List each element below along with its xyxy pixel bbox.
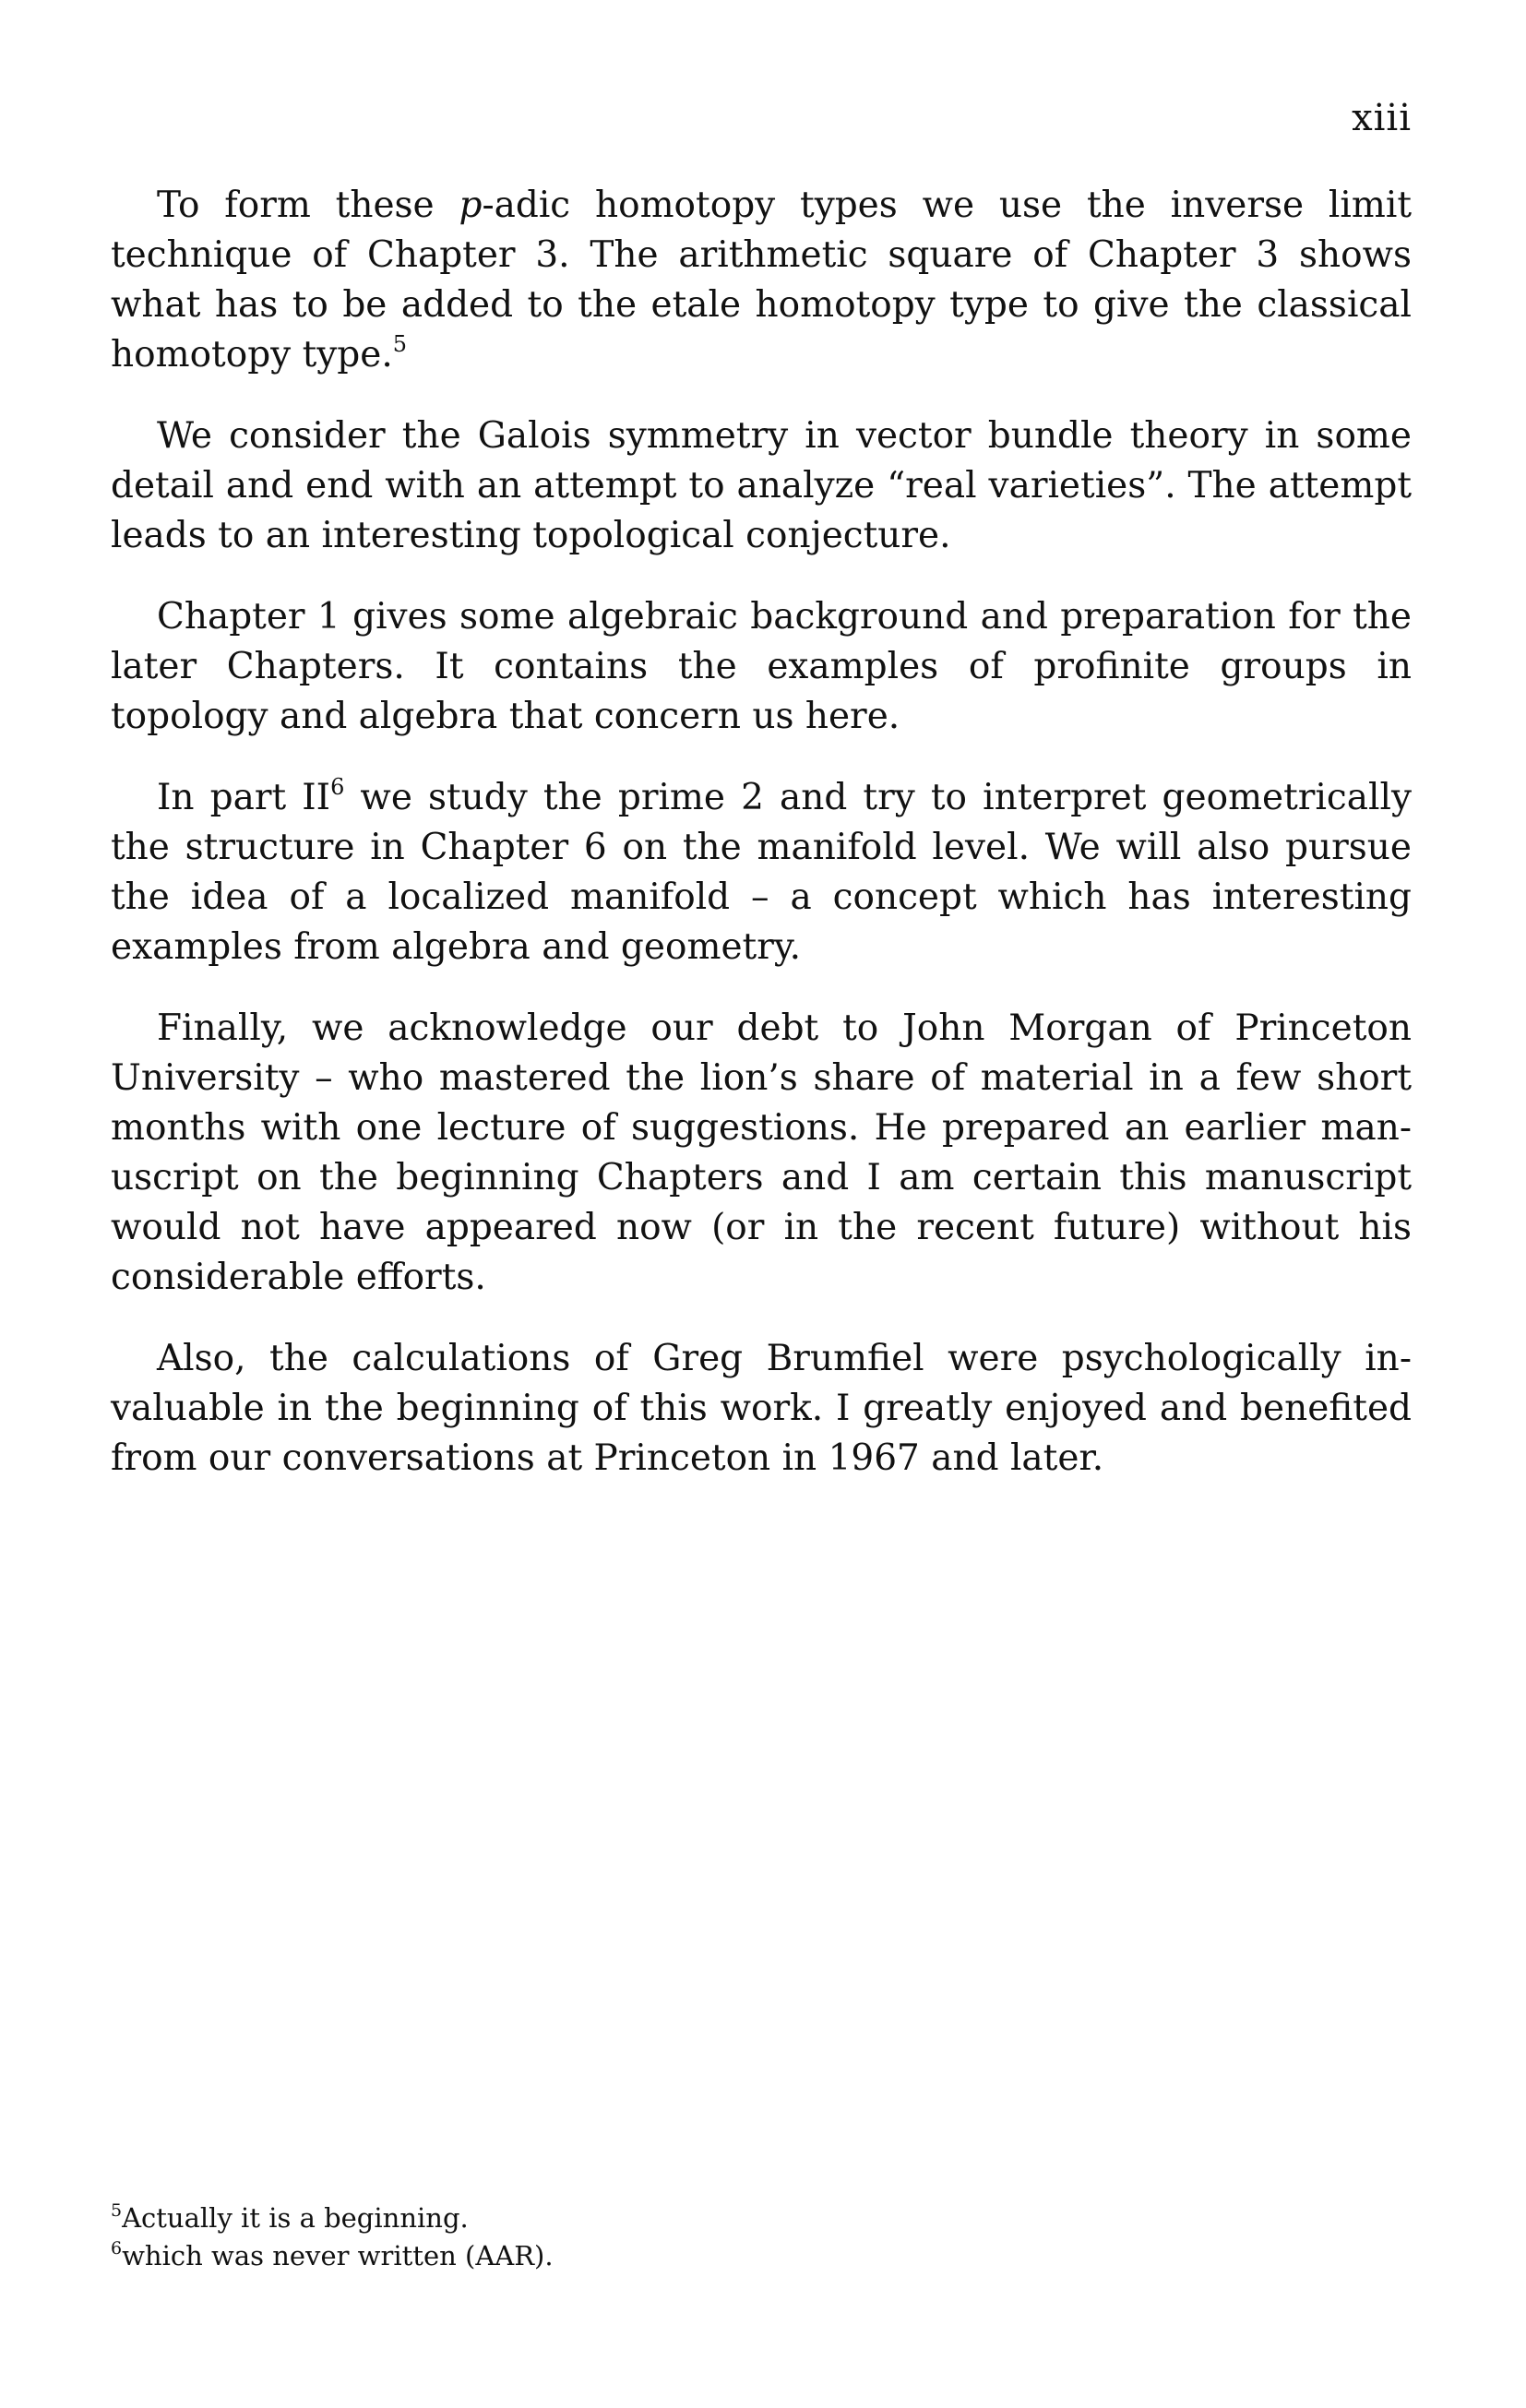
footnote-6 [111,2237,1412,2275]
paragraph-part-ii [111,773,1412,972]
body-text [111,181,1412,1515]
footnote-mark: 6 [111,2238,123,2259]
footnote-text: which was never written (AAR). [122,2240,554,2271]
page-number: xiii [1352,97,1412,139]
paragraph-text: we study the prime 2 and try to interpret geometrically the structure in Chapter 6 on the manifold level. We will also pursue the idea of a localized manifold – a concept which has interesting examples from algebra and geometry. [111,777,1412,968]
paragraph-acknowledgement-morgan: Finally, we acknowledge our debt to John Morgan of Princeton University – who mastered the lion’s share of material in a few short months with one lecture of suggestions. He prepared an earlier manuscript on the beginning Chapters and I am certain this manuscript would not have appeared now (or in the recent future) without his considerable efforts. [111,1007,1412,1298]
paragraph-galois-symmetry: We consider the Galois symmetry in vector bundle theory in some detail and end with an attempt to analyze “real varieties”. The attempt leads to an interesting topological conjecture. [111,415,1412,556]
paragraph-padic-homotopy [111,181,1412,380]
paragraph-text: In part II [157,777,331,818]
paragraph-text: To form these [157,185,459,226]
footnote-5 [111,2199,1412,2237]
footnote-ref-5: 5 [392,331,408,357]
footnote-text: Actually it is a beginning. [122,2202,469,2234]
paragraph-acknowledgement-brumfiel: Also, the calculations of Greg Brumfiel were psychologically invaluable in the beginning of this work. I greatly enjoyed and benefited from our conversations at Princeton in 1967 and later. [111,1338,1412,1479]
footnote-mark: 5 [111,2200,123,2221]
footnotes [111,2199,1412,2275]
paragraph-text: -adic homotopy types we use the inverse limit technique of Chapter 3. The arithmetic square of Chapter 3 shows what has to be added to the etale homotopy type to give the classical homotopy type. [111,185,1412,376]
italic-p: p [459,185,483,226]
paragraph-chapter-1: Chapter 1 gives some algebraic background and preparation for the later Chapters. It contains the examples of profinite groups in topology and algebra that concern us here. [111,596,1412,737]
footnote-ref-6: 6 [330,774,345,800]
